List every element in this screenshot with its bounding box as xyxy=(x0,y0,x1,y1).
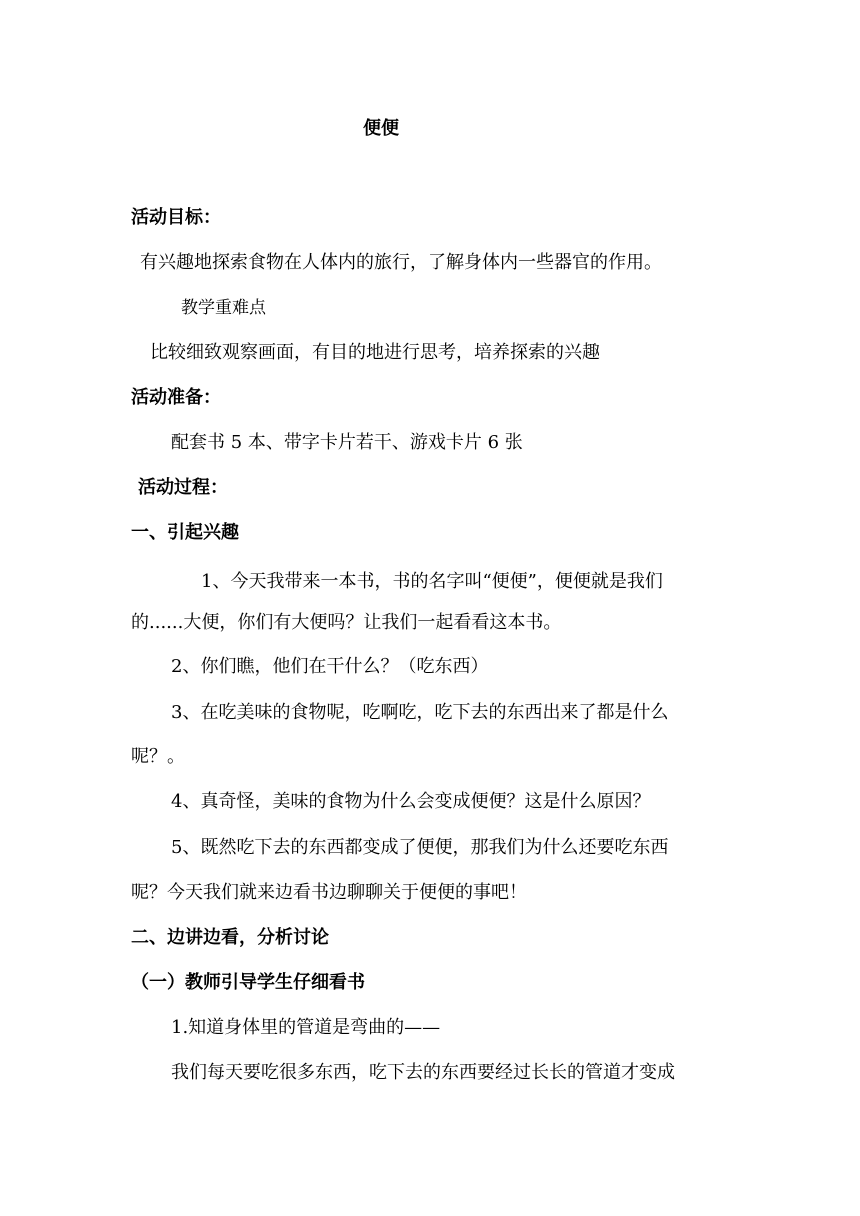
part2-heading: 二、边讲边看，分析讨论 xyxy=(131,927,329,948)
difficulty-heading: 教学重难点 xyxy=(181,298,266,318)
prep-text: 配套书 5 本、带字卡片若干、游戏卡片 6 张 xyxy=(171,432,523,453)
difficulty-text: 比较细致观察画面，有目的地进行思考，培养探索的兴趣 xyxy=(150,342,600,363)
subsection-1-heading: （一）教师引导学生仔细看书 xyxy=(131,972,365,993)
paragraph-3-line-2: 呢？。 xyxy=(131,746,185,767)
process-heading: 活动过程： xyxy=(138,477,228,498)
document-title: 便便 xyxy=(363,118,399,139)
prep-heading: 活动准备： xyxy=(131,387,221,408)
goal-text: 有兴趣地探索食物在人体内的旅行，了解身体内一些器官的作用。 xyxy=(140,252,662,273)
paragraph-1-line-1: 1、今天我带来一本书，书的名字叫“便便”，便便就是我们 xyxy=(201,571,663,592)
paragraph-5-line-1: 5、既然吃下去的东西都变成了便便，那我们为什么还要吃东西 xyxy=(171,837,669,858)
paragraph-3-line-1: 3、在吃美味的食物呢，吃啊吃，吃下去的东西出来了都是什么 xyxy=(171,702,669,723)
part1-heading: 一、引起兴趣 xyxy=(131,522,239,543)
paragraph-4: 4、真奇怪，美味的食物为什么会变成便便？这是什么原因？ xyxy=(171,791,651,812)
paragraph-5-line-2: 呢？今天我们就来边看书边聊聊关于便便的事吧！ xyxy=(131,882,527,903)
item-1-heading: 1.知道身体里的管道是弯曲的—— xyxy=(171,1017,441,1038)
paragraph-2: 2、你们瞧，他们在干什么？（吃东西） xyxy=(171,656,489,677)
item-1-text: 我们每天要吃很多东西，吃下去的东西要经过长长的管道才变成 xyxy=(171,1062,675,1083)
paragraph-1-line-2: 的......大便，你们有大便吗？让我们一起看看这本书。 xyxy=(131,612,562,633)
goal-heading: 活动目标： xyxy=(131,207,221,228)
